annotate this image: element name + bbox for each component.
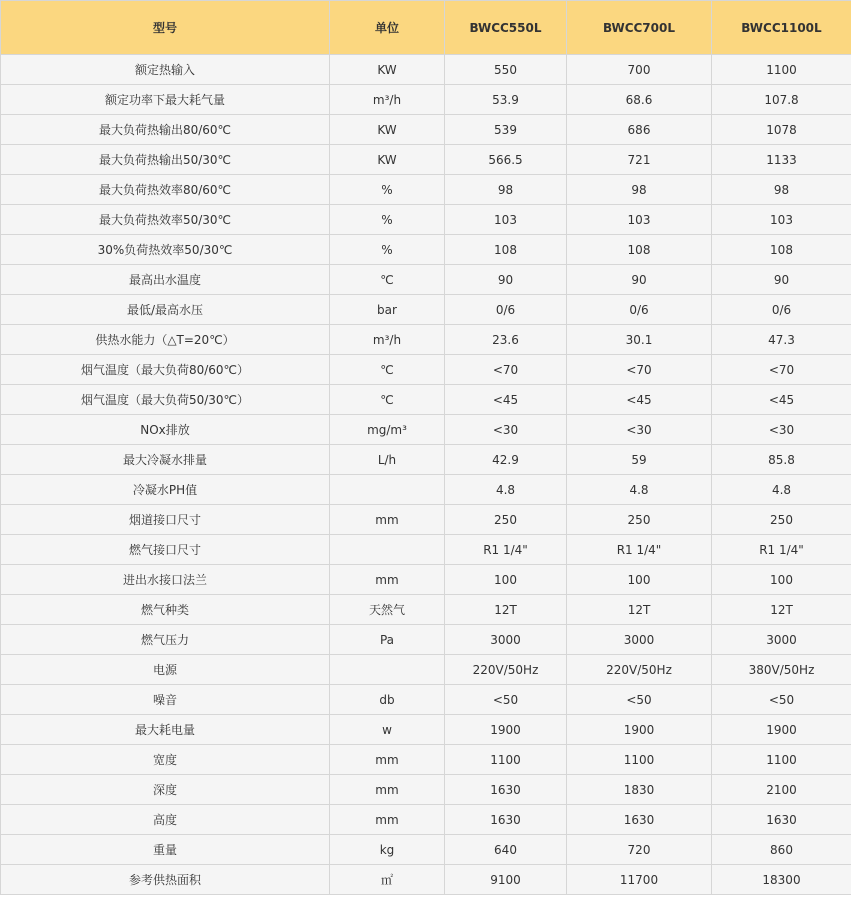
bwcc700l-cell: 1900 (567, 715, 712, 745)
bwcc700l-cell: 220V/50Hz (567, 655, 712, 685)
param-cell: 烟气温度（最大负荷50/30℃） (1, 385, 330, 415)
bwcc700l-cell: <70 (567, 355, 712, 385)
table-row (1, 55, 851, 85)
bwcc1100l-cell: 0/6 (712, 295, 851, 325)
unit-cell: mm (330, 745, 445, 775)
param-cell: 最大冷凝水排量 (1, 445, 330, 475)
bwcc1100l-cell: 108 (712, 235, 851, 265)
unit-cell: KW (330, 145, 445, 175)
bwcc550l-cell: 1900 (445, 715, 567, 745)
bwcc700l-cell: 59 (567, 445, 712, 475)
param-cell: 供热水能力（△T=20℃） (1, 325, 330, 355)
bwcc1100l-cell: 1100 (712, 55, 851, 85)
param-cell: 烟气温度（最大负荷80/60℃） (1, 355, 330, 385)
bwcc550l-cell: 0/6 (445, 295, 567, 325)
bwcc550l-cell: <70 (445, 355, 567, 385)
param-cell: 高度 (1, 805, 330, 835)
header-row (1, 1, 851, 55)
table-row (1, 565, 851, 595)
param-cell: NOx排放 (1, 415, 330, 445)
bwcc1100l-cell: 3000 (712, 625, 851, 655)
table-row (1, 295, 851, 325)
unit-cell: 天然气 (330, 595, 445, 625)
bwcc550l-cell: 550 (445, 55, 567, 85)
bwcc550l-cell: 1630 (445, 805, 567, 835)
unit-cell: KW (330, 115, 445, 145)
bwcc550l-cell: 23.6 (445, 325, 567, 355)
bwcc700l-cell: 68.6 (567, 85, 712, 115)
param-cell: 最大负荷热输出50/30℃ (1, 145, 330, 175)
bwcc550l-cell: 100 (445, 565, 567, 595)
bwcc1100l-cell: 103 (712, 205, 851, 235)
param-cell: 燃气压力 (1, 625, 330, 655)
unit-cell: % (330, 235, 445, 265)
bwcc1100l-cell: 250 (712, 505, 851, 535)
bwcc1100l-cell: 1100 (712, 745, 851, 775)
table-body (1, 55, 851, 895)
param-cell: 参考供热面积 (1, 865, 330, 895)
table-row (1, 685, 851, 715)
header-bwcc1100l: BWCC1100L (712, 1, 851, 55)
param-cell: 燃气接口尺寸 (1, 535, 330, 565)
bwcc1100l-cell: 47.3 (712, 325, 851, 355)
unit-cell: bar (330, 295, 445, 325)
unit-cell: KW (330, 55, 445, 85)
unit-cell: kg (330, 835, 445, 865)
unit-cell: mm (330, 775, 445, 805)
header-bwcc700l: BWCC700L (567, 1, 712, 55)
unit-cell: mg/m³ (330, 415, 445, 445)
bwcc1100l-cell: 1133 (712, 145, 851, 175)
bwcc700l-cell: 721 (567, 145, 712, 175)
table-row (1, 505, 851, 535)
bwcc700l-cell: 103 (567, 205, 712, 235)
unit-cell: mm (330, 565, 445, 595)
bwcc550l-cell: 108 (445, 235, 567, 265)
bwcc700l-cell: 1100 (567, 745, 712, 775)
bwcc700l-cell: 3000 (567, 625, 712, 655)
unit-cell: m³/h (330, 85, 445, 115)
bwcc1100l-cell: <50 (712, 685, 851, 715)
param-cell: 重量 (1, 835, 330, 865)
unit-cell: ℃ (330, 385, 445, 415)
bwcc550l-cell: 53.9 (445, 85, 567, 115)
unit-cell: w (330, 715, 445, 745)
table-row (1, 835, 851, 865)
bwcc1100l-cell: <45 (712, 385, 851, 415)
bwcc700l-cell: 686 (567, 115, 712, 145)
unit-cell: Pa (330, 625, 445, 655)
bwcc550l-cell: 12T (445, 595, 567, 625)
bwcc550l-cell: 566.5 (445, 145, 567, 175)
bwcc700l-cell: 98 (567, 175, 712, 205)
table-row (1, 265, 851, 295)
bwcc1100l-cell: 1900 (712, 715, 851, 745)
bwcc550l-cell: 640 (445, 835, 567, 865)
param-cell: 最高出水温度 (1, 265, 330, 295)
table-row (1, 355, 851, 385)
bwcc550l-cell: 220V/50Hz (445, 655, 567, 685)
param-cell: 深度 (1, 775, 330, 805)
param-cell: 30%负荷热效率50/30℃ (1, 235, 330, 265)
param-cell: 最大负荷热效率50/30℃ (1, 205, 330, 235)
table-row (1, 415, 851, 445)
table-row (1, 235, 851, 265)
bwcc550l-cell: 90 (445, 265, 567, 295)
bwcc700l-cell: 1830 (567, 775, 712, 805)
bwcc550l-cell: R1 1/4" (445, 535, 567, 565)
bwcc550l-cell: 98 (445, 175, 567, 205)
bwcc700l-cell: 1630 (567, 805, 712, 835)
bwcc1100l-cell: 2100 (712, 775, 851, 805)
param-cell: 电源 (1, 655, 330, 685)
bwcc700l-cell: 250 (567, 505, 712, 535)
param-cell: 烟道接口尺寸 (1, 505, 330, 535)
unit-cell: db (330, 685, 445, 715)
unit-cell: % (330, 175, 445, 205)
bwcc700l-cell: 4.8 (567, 475, 712, 505)
bwcc1100l-cell: 860 (712, 835, 851, 865)
bwcc550l-cell: 1630 (445, 775, 567, 805)
bwcc1100l-cell: <30 (712, 415, 851, 445)
param-cell: 噪音 (1, 685, 330, 715)
bwcc700l-cell: <30 (567, 415, 712, 445)
table-row (1, 625, 851, 655)
header-bwcc550l: BWCC550L (445, 1, 567, 55)
bwcc550l-cell: 42.9 (445, 445, 567, 475)
unit-cell (330, 535, 445, 565)
bwcc550l-cell: 1100 (445, 745, 567, 775)
unit-cell: mm (330, 805, 445, 835)
bwcc1100l-cell: <70 (712, 355, 851, 385)
table-header (1, 1, 851, 55)
bwcc1100l-cell: R1 1/4" (712, 535, 851, 565)
bwcc700l-cell: 11700 (567, 865, 712, 895)
param-cell: 进出水接口法兰 (1, 565, 330, 595)
bwcc700l-cell: <45 (567, 385, 712, 415)
table-row (1, 115, 851, 145)
param-cell: 最低/最高水压 (1, 295, 330, 325)
table-row (1, 205, 851, 235)
table-row (1, 865, 851, 895)
bwcc700l-cell: 30.1 (567, 325, 712, 355)
bwcc550l-cell: <45 (445, 385, 567, 415)
table-row (1, 595, 851, 625)
unit-cell (330, 475, 445, 505)
table-row (1, 655, 851, 685)
bwcc550l-cell: 539 (445, 115, 567, 145)
table-row (1, 325, 851, 355)
param-cell: 最大负荷热效率80/60℃ (1, 175, 330, 205)
table-row (1, 715, 851, 745)
bwcc1100l-cell: 4.8 (712, 475, 851, 505)
header-unit: 单位 (330, 1, 445, 55)
bwcc1100l-cell: 100 (712, 565, 851, 595)
bwcc1100l-cell: 98 (712, 175, 851, 205)
table-row (1, 535, 851, 565)
unit-cell: mm (330, 505, 445, 535)
bwcc700l-cell: 100 (567, 565, 712, 595)
param-cell: 最大负荷热输出80/60℃ (1, 115, 330, 145)
bwcc1100l-cell: 107.8 (712, 85, 851, 115)
bwcc550l-cell: 4.8 (445, 475, 567, 505)
bwcc550l-cell: 9100 (445, 865, 567, 895)
bwcc550l-cell: <30 (445, 415, 567, 445)
bwcc550l-cell: 3000 (445, 625, 567, 655)
table-row (1, 745, 851, 775)
bwcc1100l-cell: 90 (712, 265, 851, 295)
param-cell: 额定热输入 (1, 55, 330, 85)
unit-cell: L/h (330, 445, 445, 475)
param-cell: 最大耗电量 (1, 715, 330, 745)
table-row (1, 385, 851, 415)
table-row (1, 175, 851, 205)
unit-cell: ㎡ (330, 865, 445, 895)
bwcc1100l-cell: 18300 (712, 865, 851, 895)
bwcc1100l-cell: 380V/50Hz (712, 655, 851, 685)
header-model: 型号 (1, 1, 330, 55)
unit-cell: m³/h (330, 325, 445, 355)
param-cell: 额定功率下最大耗气量 (1, 85, 330, 115)
unit-cell (330, 655, 445, 685)
table-row (1, 805, 851, 835)
table-row (1, 475, 851, 505)
bwcc700l-cell: <50 (567, 685, 712, 715)
bwcc550l-cell: 103 (445, 205, 567, 235)
bwcc700l-cell: 90 (567, 265, 712, 295)
unit-cell: ℃ (330, 355, 445, 385)
table-row (1, 775, 851, 805)
table-row (1, 445, 851, 475)
bwcc700l-cell: 700 (567, 55, 712, 85)
bwcc1100l-cell: 12T (712, 595, 851, 625)
param-cell: 宽度 (1, 745, 330, 775)
bwcc700l-cell: 0/6 (567, 295, 712, 325)
bwcc700l-cell: 12T (567, 595, 712, 625)
param-cell: 冷凝水PH值 (1, 475, 330, 505)
bwcc1100l-cell: 1630 (712, 805, 851, 835)
bwcc700l-cell: R1 1/4" (567, 535, 712, 565)
table-row (1, 145, 851, 175)
bwcc550l-cell: <50 (445, 685, 567, 715)
bwcc1100l-cell: 1078 (712, 115, 851, 145)
unit-cell: ℃ (330, 265, 445, 295)
bwcc1100l-cell: 85.8 (712, 445, 851, 475)
table-row (1, 85, 851, 115)
bwcc550l-cell: 250 (445, 505, 567, 535)
bwcc700l-cell: 108 (567, 235, 712, 265)
unit-cell: % (330, 205, 445, 235)
param-cell: 燃气种类 (1, 595, 330, 625)
bwcc700l-cell: 720 (567, 835, 712, 865)
